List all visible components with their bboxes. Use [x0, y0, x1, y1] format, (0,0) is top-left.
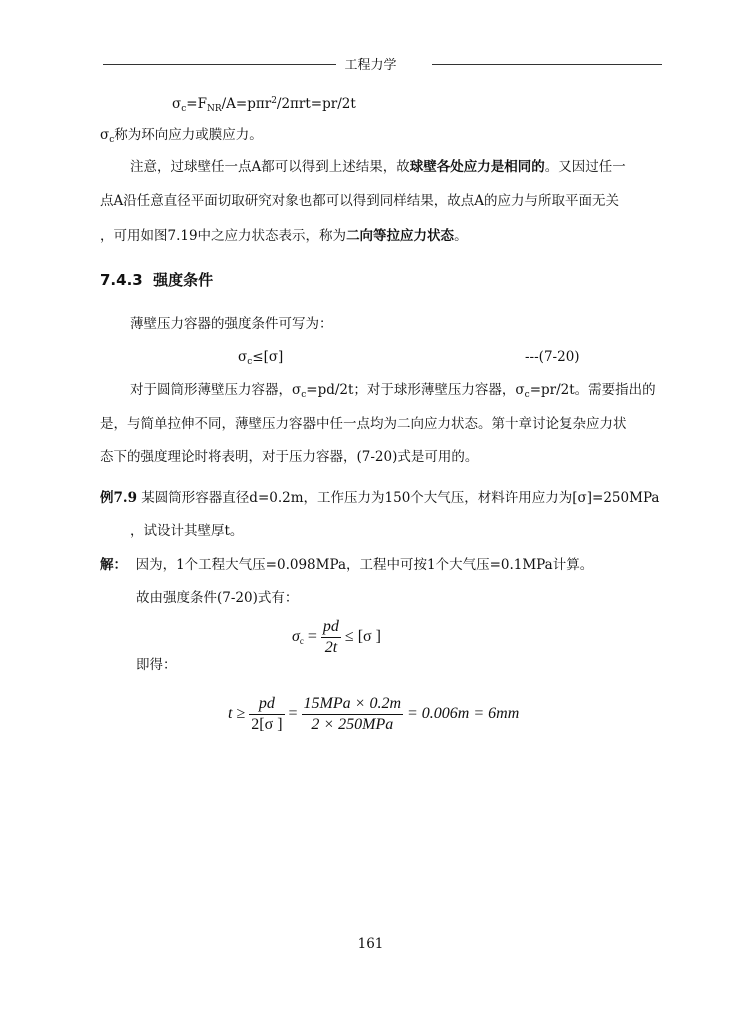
solution-line-3: 即得： [136, 657, 177, 673]
strength-condition-intro: 薄壁压力容器的强度条件可写为： [130, 316, 333, 332]
solution-line-1: 解： 因为，1个工程大气压=0.098MPa，工程中可按1个大气压=0.1MPa计算。 [100, 557, 594, 573]
strength-condition-formula: $\sigma_c\le[\sigma]$ [238, 349, 284, 367]
cylinder-paragraph-line-1: 对于圆筒形薄壁压力容器，$\sigma_c=pd/2t$；对于球形薄壁压力容器，$\sigma_c=pr/2t$。需要指出的 [130, 382, 656, 400]
cylinder-paragraph-line-2: 是，与简单拉伸不同，薄壁压力容器中任一点均为二向应力状态。第十章讨论复杂应力状 [100, 416, 627, 432]
note-paragraph-line-3: ，可用如图7.19中之应力状态表示，称为二向等拉应力状态。 [100, 228, 468, 244]
example-label: 例7.9 [100, 490, 137, 506]
formula-strength-cylinder: $\sigma_c$ = $\frac{pd}{2t}$ ≤ [σ ] [292, 618, 381, 656]
page-number: 161 [357, 936, 384, 952]
section-heading: 7.4.3 强度条件 [100, 271, 214, 289]
example-line-2: ，试设计其壁厚t。 [130, 523, 244, 539]
note-paragraph-line-1: 注意，过球壁任一点A都可以得到上述结果，故球壁各处应力是相同的。又因过任一 [130, 159, 626, 175]
equation-number: ---(7-20) [525, 349, 580, 365]
hoop-stress-equation: $\sigma_c=F_{NR}/A=p\pi r^2/2\pi rt=pr/2t$ [172, 96, 356, 114]
membrane-stress-line: $\sigma_c$称为环向应力或膜应力。 [100, 127, 263, 145]
example-line-1: 例7.9 某圆筒形容器直径d=0.2m，工作压力为150个大气压，材料许用应力为[σ]=250MPa [100, 490, 660, 506]
fraction-pd-2t: $\frac{pd}{2t}$ [322, 618, 339, 656]
formula-thickness-result: t ≥ $\frac{pd}{2[\sigma ]}$ = $\frac{\text{15MPa × 0.2m}}{\text{2 × 250MPa}}$ = 0.006m = 6mm [228, 695, 520, 733]
running-header: 工程力学 [0, 54, 741, 73]
cylinder-paragraph-line-3: 态下的强度理论时将表明，对于压力容器，(7-20)式是可用的。 [100, 449, 479, 465]
solution-label: 解： [100, 557, 127, 573]
note-paragraph-line-2: 点A沿任意直径平面切取研究对象也都可以得到同样结果，故点A的应力与所取平面无关 [100, 193, 619, 209]
solution-line-2: 故由强度条件(7-20)式有： [136, 590, 299, 606]
fraction-pd-2sigma: $\frac{pd}{2[\sigma ]}$ [251, 695, 283, 733]
fraction-numeric: $\frac{\text{15MPa × 0.2m}}{\text{2 × 250MPa}}$ [303, 695, 401, 733]
